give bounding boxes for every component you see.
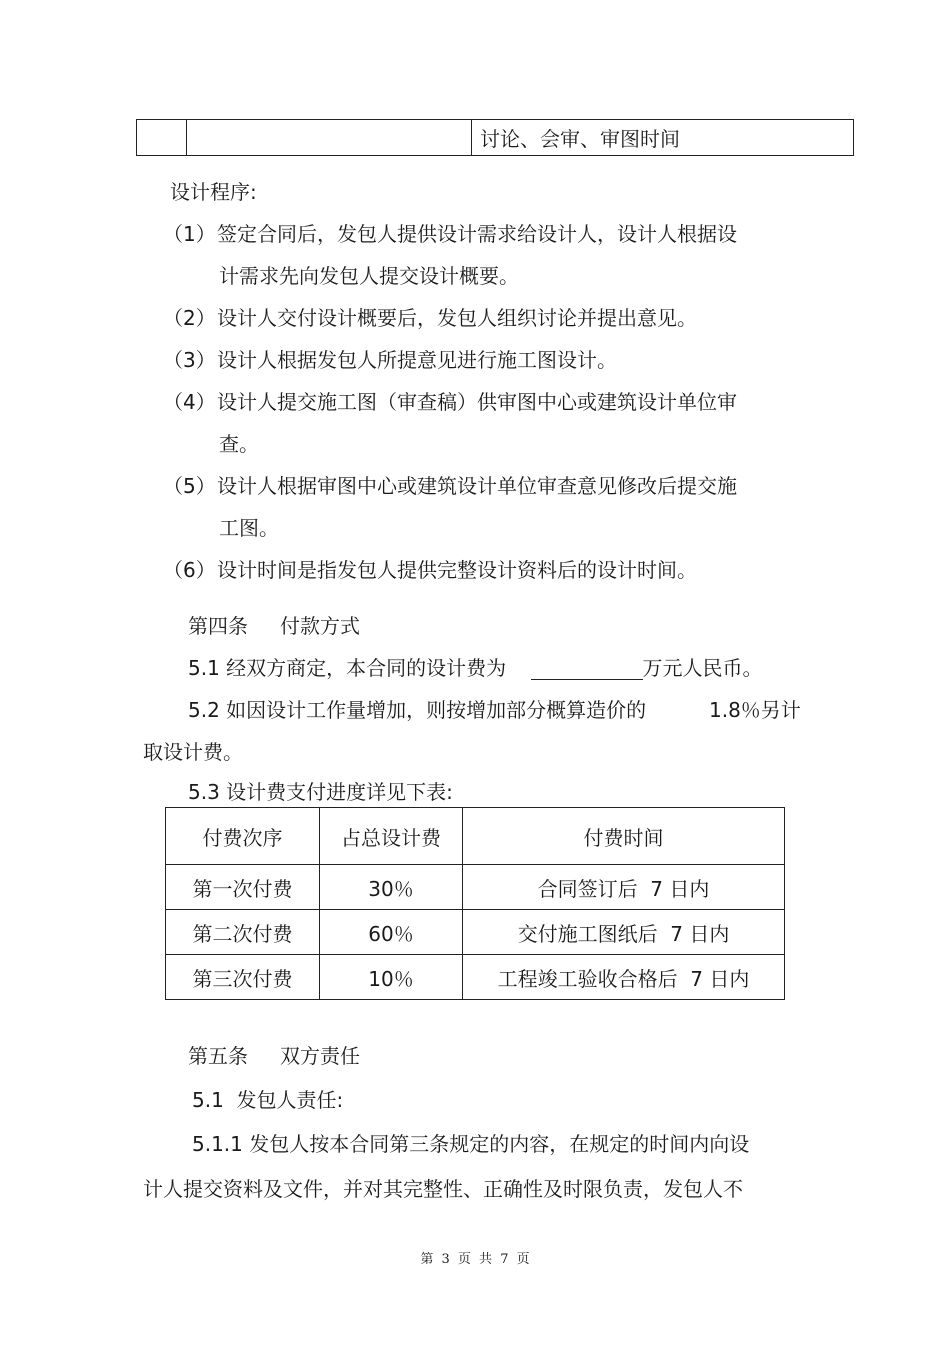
procedure-item-2-num: （2）	[163, 306, 216, 330]
header-payment-order: 付费次序	[166, 808, 320, 865]
payment-time-cell: 合同签订后 7 日内	[463, 865, 785, 910]
article-4-number: 第四条	[188, 614, 248, 638]
clause-5-1-employer-duty: 5.1 发包人责任:	[192, 1088, 344, 1112]
clause-5-1-text	[188, 656, 763, 680]
procedure-item-5-line1: 设计人根据审图中心或建筑设计单位审查意见修改后提交施	[217, 474, 737, 498]
article-5-number: 第五条	[188, 1044, 248, 1068]
clause-5-1-1-line1: 5.1.1 发包人按本合同第三条规定的内容，在规定的时间内向设	[192, 1132, 750, 1156]
clause-5-3-text: 5.3 设计费支付进度详见下表:	[188, 780, 453, 804]
payment-order-cell: 第三次付费	[166, 955, 320, 1000]
fee-amount-blank	[531, 659, 643, 680]
payment-order-cell: 第一次付费	[166, 865, 320, 910]
clause-5-2-rate: 1.8％另计	[709, 698, 801, 722]
procedure-item-4-line1: 设计人提交施工图（审查稿）供审图中心或建筑设计单位审	[217, 390, 737, 414]
top-table-cell-1	[137, 120, 187, 156]
payment-time-cell: 交付施工图纸后 7 日内	[463, 910, 785, 955]
table-row	[166, 955, 785, 1000]
percentage-cell: 60％	[320, 910, 463, 955]
procedure-item-2-line1: 设计人交付设计概要后，发包人组织讨论并提出意见。	[217, 306, 697, 330]
procedure-item-6-line1: 设计时间是指发包人提供完整设计资料后的设计时间。	[217, 558, 697, 582]
header-percentage: 占总设计费	[320, 808, 463, 865]
table-row	[166, 865, 785, 910]
payment-table-header-row	[166, 808, 785, 865]
clause-5-2-line1: 5.2 如因设计工作量增加，则按增加部分概算造价的	[188, 698, 647, 722]
procedure-item-6-num: （6）	[163, 558, 216, 582]
procedure-item-5-line2: 工图。	[219, 516, 279, 540]
procedure-item-1-num: （1）	[163, 222, 216, 246]
page-number-footer: 第 3 页 共 7 页	[420, 1252, 530, 1267]
article-5-title: 双方责任	[280, 1044, 360, 1068]
clause-5-1-end: 万元人民币。	[642, 656, 763, 680]
header-payment-time: 付费时间	[463, 808, 785, 865]
design-procedure-title: 设计程序:	[170, 180, 257, 204]
clause-5-1-start: 5.1 经双方商定，本合同的设计费为	[188, 656, 507, 680]
procedure-item-4-num: （4）	[163, 390, 216, 414]
procedure-item-3-num: （3）	[163, 348, 216, 372]
procedure-item-1-line2: 计需求先向发包人提交设计概要。	[219, 264, 519, 288]
table-row	[166, 910, 785, 955]
payment-schedule-table	[165, 807, 785, 1000]
payment-order-cell: 第二次付费	[166, 910, 320, 955]
top-table-cell-2	[187, 120, 472, 156]
procedure-item-5-num: （5）	[163, 474, 216, 498]
procedure-item-3-line1: 设计人根据发包人所提意见进行施工图设计。	[217, 348, 617, 372]
percentage-cell: 10％	[320, 955, 463, 1000]
clause-5-2-line2: 取设计费。	[143, 740, 243, 764]
clause-5-1-1-line2: 计人提交资料及文件，并对其完整性、正确性及时限负责，发包人不	[143, 1177, 743, 1201]
top-table-fragment	[136, 119, 854, 156]
procedure-item-4-line2: 查。	[219, 432, 259, 456]
payment-time-cell: 工程竣工验收合格后 7 日内	[463, 955, 785, 1000]
article-4-title: 付款方式	[280, 614, 360, 638]
percentage-cell: 30％	[320, 865, 463, 910]
top-table-cell-3: 讨论、会审、审图时间	[472, 120, 854, 156]
procedure-item-1-line1: 签定合同后，发包人提供设计需求给设计人，设计人根据设	[217, 222, 737, 246]
